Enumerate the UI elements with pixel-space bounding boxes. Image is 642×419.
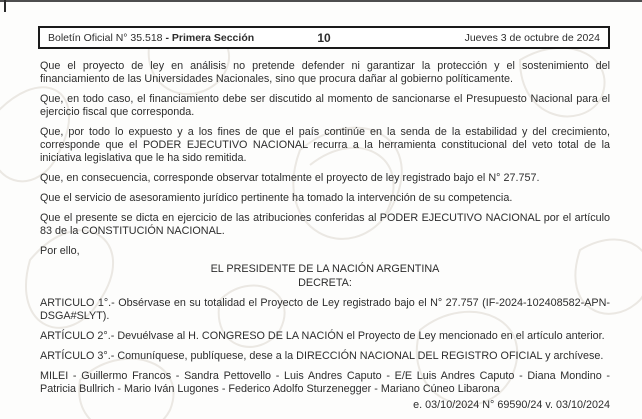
page-number: 10: [317, 30, 331, 45]
bulletin-section: - Primera Sección: [165, 31, 255, 44]
footer-note: e. 03/10/2024 N° 69590/24 v. 03/10/2024: [413, 399, 610, 411]
header-bar: [38, 26, 610, 49]
body-paragraph: Que el proyecto de ley en análisis no pretende defender ni garantizar la protección y el sostenimiento del financiamiento de las Universidades Nacionales, sino que procura dañar al gobierno políticamente.: [40, 60, 610, 85]
header-date: Jueves 3 de octubre de 2024: [464, 31, 600, 44]
corner-tick: [4, 0, 6, 12]
article-1: ARTICULO 1°.- Obsérvase en su totalidad el Proyecto de Ley registrado bajo el N° 27.757 (IF-2024-102408582-APN-DSGA#SLYT).: [40, 297, 610, 322]
decree-body: [40, 60, 610, 412]
por-ello-line: Por ello,: [40, 245, 80, 257]
bulletin-number: Boletín Oficial N° 35.518: [48, 31, 166, 44]
body-paragraph: Que, en consecuencia, corresponde observar totalmente el proyecto de ley registrado bajo el N° 27.757.: [40, 172, 540, 184]
body-paragraph: Que, por todo lo expuesto y a los fines de que el país continúe en la senda de la estabilidad y del crecimiento, corresponde que el PODER EJECUTIVO NACIONAL recurra a la herramienta constitucional del veto total de la iniciativa legislativa que le ha sido remitida.: [40, 126, 610, 164]
body-paragraph: Que el servicio de asesoramiento jurídico pertinente ha tomado la intervención de su competencia.: [40, 192, 513, 204]
bulletin-title: [40, 32, 317, 44]
top-rule: [0, 0, 642, 2]
body-paragraph: Que, en todo caso, el financiamiento debe ser discutido al momento de sancionarse el Presupuesto Nacional para el ejercicio fiscal que corresponda.: [40, 93, 610, 118]
decree-label: DECRETA:: [298, 277, 352, 289]
decree-heading: EL PRESIDENTE DE LA NACIÓN ARGENTINA: [210, 263, 440, 275]
body-paragraph: Que el presente se dicta en ejercicio de las atribuciones conferidas al PODER EJECUTIVO NACIONAL por el artículo 83 de la CONSTITUCIÓN NACIONAL.: [40, 212, 610, 237]
signatures-line: MILEI - Guillermo Francos - Sandra Pettovello - Luis Andres Caputo - E/E Luis Andres Caputo - Diana Mondino - Patricia Bullrich - Mario Iván Lugones - Federico Adolfo Sturzenegger - Mariano Cúneo Libarona: [40, 370, 610, 395]
article-2: ARTÍCULO 2°.- Devuélvase al H. CONGRESO DE LA NACIÓN el Proyecto de Ley mencionado en el artículo anterior.: [40, 330, 605, 342]
article-3: ARTÍCULO 3°.- Comuníquese, publíquese, dese a la DIRECCIÓN NACIONAL DEL REGISTRO OFICIAL y archívese.: [40, 350, 604, 362]
